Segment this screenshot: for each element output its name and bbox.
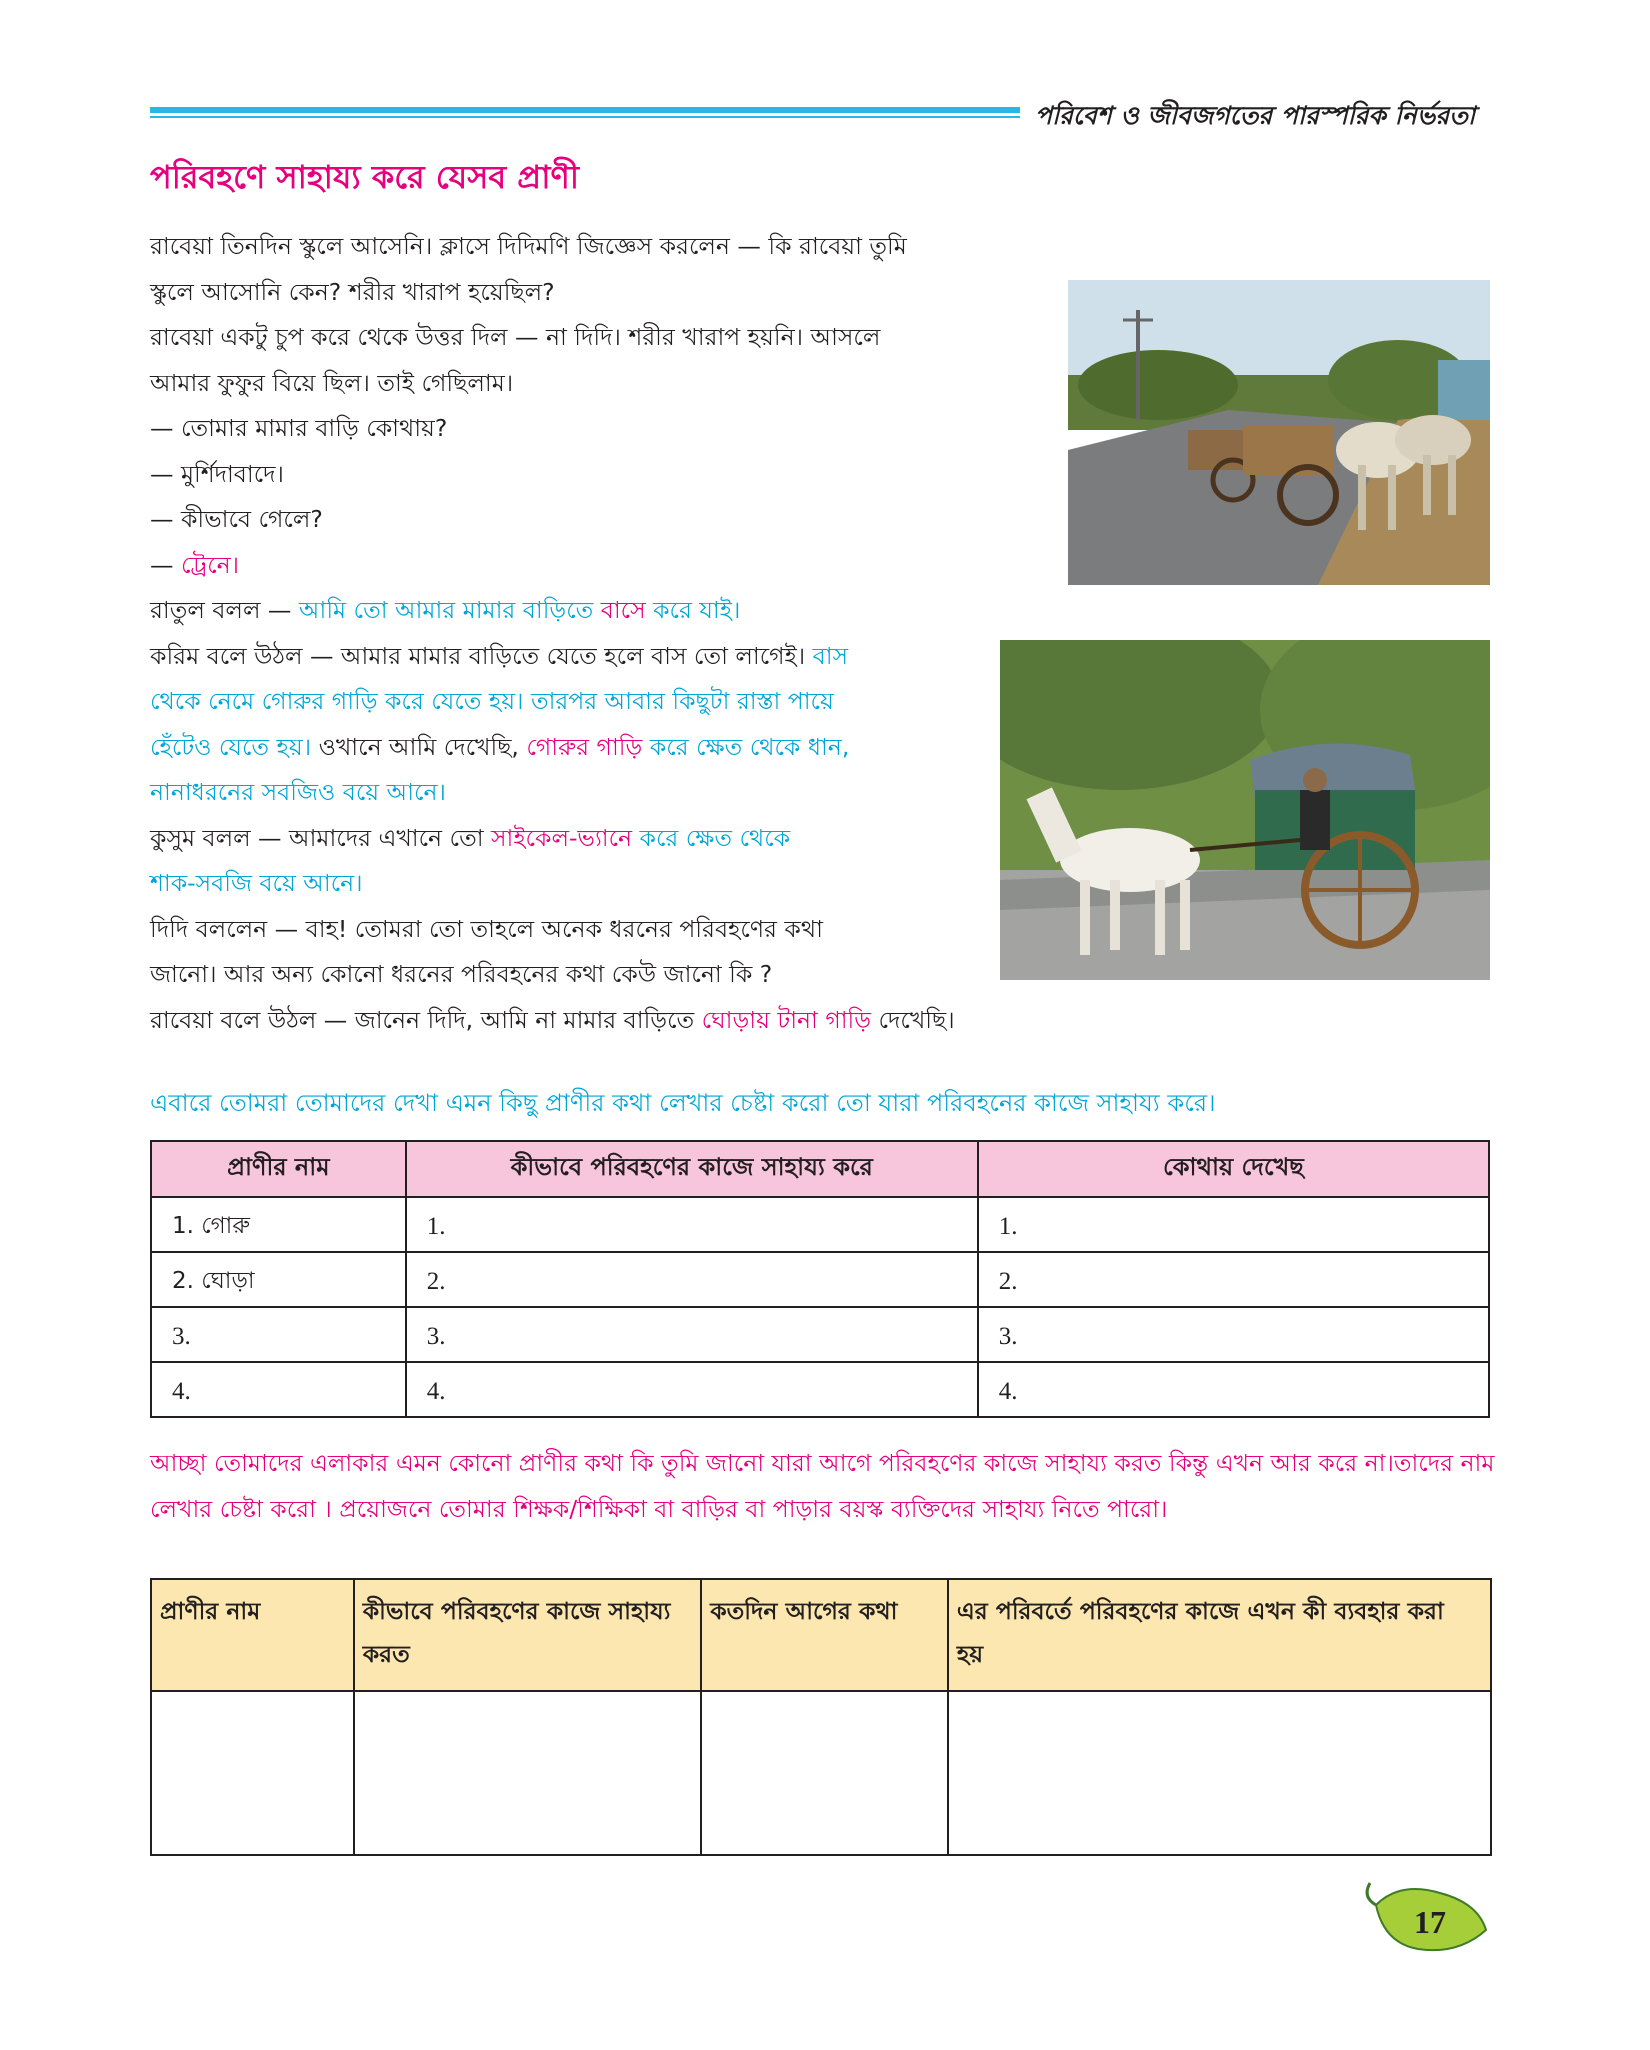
story-line: হেঁটেও যেতে হয়। ওখানে আমি দেখেছি, গোরুর গাড়ি করে ক্ষেত থেকে ধান, — [150, 732, 850, 761]
story-line: — তোমার মামার বাড়ি কোথায়? — [150, 414, 448, 442]
story-line: রাবেয়া বলে উঠল — জানেন দিদি, আমি না মামার বাড়িতে ঘোড়ায় টানা গাড়ি দেখেছি। — [150, 1005, 955, 1034]
highlight-bullock-cart: গোরুর গাড়ি — [526, 732, 643, 761]
header-rule — [150, 107, 1020, 121]
table-row — [151, 1197, 1489, 1252]
leaf-icon — [1360, 1875, 1490, 1955]
table-header-row — [151, 1579, 1491, 1691]
table-header-row — [151, 1141, 1489, 1197]
table-cell[interactable]: 2. — [978, 1252, 1489, 1307]
story-line: — ট্রেনে। — [150, 550, 240, 579]
story-line: রাবেয়া তিনদিন স্কুলে আসেনি। ক্লাসে দিদিমণি জিজ্ঞেস করলেন — কি রাবেয়া তুমি — [150, 232, 907, 260]
past-transport-animals-table — [150, 1578, 1492, 1856]
story-line: দিদি বললেন — বাহ! তোমরা তো তাহলে অনেক ধরনের পরিবহণের কথা — [150, 914, 823, 943]
table-cell[interactable] — [354, 1691, 702, 1855]
activity2-prompt: আচ্ছা তোমাদের এলাকার এমন কোনো প্রাণীর কথা কি তুমি জানো যারা আগে পরিবহণের কাজে সাহায্য করত কিন্তু এখন আর করে না।তাদের নাম লেখার চেষ্টা করো । প্রয়োজনে তোমার শিক্ষক/শিক্ষিকা বা বাড়ির বা পাড়ার বয়স্ক ব্যক্তিদের সাহায্য নিতে পারো। — [150, 1449, 1495, 1523]
table-header: এর পরিবর্তে পরিবহণের কাজে এখন কী ব্যবহার করা হয় — [948, 1579, 1491, 1691]
page-number: 17 — [1414, 1904, 1446, 1940]
table-header: কীভাবে পরিবহণের কাজে সাহায্য করে — [406, 1141, 978, 1197]
story-line: জানো। আর অন্য কোনো ধরনের পরিবহনের কথা কেউ জানো কি ? — [150, 960, 773, 988]
table-header: প্রাণীর নাম — [151, 1579, 354, 1691]
highlight-train: ট্রেনে। — [180, 550, 240, 579]
story-line: — কীভাবে গেলে? — [150, 505, 323, 533]
table-cell[interactable]: 4. — [406, 1362, 978, 1417]
section-heading: পরিবহণে সাহায্য করে যেসব প্রাণী — [150, 158, 579, 196]
table-cell[interactable]: 4. — [151, 1362, 406, 1417]
story-line: রাতুল বলল — আমি তো আমার মামার বাড়িতে বাসে করে যাই। — [150, 596, 741, 624]
transport-animals-table — [150, 1140, 1490, 1418]
bullock-cart-photo — [1068, 280, 1490, 585]
highlight-bus: বাসে — [600, 596, 646, 624]
table-cell[interactable] — [948, 1691, 1491, 1855]
activity1-prompt: এবারে তোমরা তোমাদের দেখা এমন কিছু প্রাণীর কথা লেখার চেষ্টা করো তো যারা পরিবহনের কাজে সাহায্য করে। — [150, 1089, 1216, 1117]
story-line: — মুর্শিদাবাদে। — [150, 459, 284, 488]
story-line: কুসুম বলল — আমাদের এখানে তো সাইকেল-ভ্যানে করে ক্ষেত থেকে — [150, 823, 791, 852]
table-cell[interactable] — [151, 1691, 354, 1855]
table-cell[interactable]: 2. ঘোড়া — [151, 1252, 406, 1307]
highlight-cycle-van: সাইকেল-ভ্যানে — [491, 823, 633, 852]
horse-carriage-photo — [1000, 640, 1490, 980]
table-row — [151, 1252, 1489, 1307]
table-header: কোথায় দেখেছ — [978, 1141, 1489, 1197]
table-cell[interactable]: 1. গোরু — [151, 1197, 406, 1252]
highlight-horse-cart: ঘোড়ায় টানা গাড়ি — [701, 1005, 872, 1034]
table-row — [151, 1307, 1489, 1362]
table-header: কীভাবে পরিবহণের কাজে সাহায্য করত — [354, 1579, 702, 1691]
table-cell[interactable]: 3. — [406, 1307, 978, 1362]
story-line: শাক-সবজি বয়ে আনে। — [150, 869, 363, 897]
table-header: কতদিন আগের কথা — [701, 1579, 948, 1691]
table-header: প্রাণীর নাম — [151, 1141, 406, 1197]
story-line: আমার ফুফুর বিয়ে ছিল। তাই গেছিলাম। — [150, 368, 514, 397]
table-cell[interactable]: 1. — [978, 1197, 1489, 1252]
table-cell[interactable]: 3. — [151, 1307, 406, 1362]
table-cell[interactable]: 4. — [978, 1362, 1489, 1417]
story-line: করিম বলে উঠল — আমার মামার বাড়িতে যেতে হলে বাস তো লাগেই। বাস — [150, 641, 849, 670]
story-line: নানাধরনের সবজিও বয়ে আনে। — [150, 778, 446, 806]
story-line: রাবেয়া একটু চুপ করে থেকে উত্তর দিল — না দিদি। শরীর খারাপ হয়নি। আসলে — [150, 323, 881, 351]
page-number-leaf — [1360, 1875, 1490, 1955]
story-line: স্কুলে আসোনি কেন? শরীর খারাপ হয়েছিল? — [150, 277, 555, 306]
story-text — [150, 224, 1060, 1043]
table-cell[interactable]: 1. — [406, 1197, 978, 1252]
table-row — [151, 1362, 1489, 1417]
chapter-title: পরিবেশ ও জীবজগতের পারস্পরিক নির্ভরতা — [1035, 101, 1476, 130]
story-line: থেকে নেমে গোরুর গাড়ি করে যেতে হয়। তারপর আবার কিছুটা রাস্তা পায়ে — [150, 687, 834, 715]
table-cell[interactable]: 3. — [978, 1307, 1489, 1362]
table-cell[interactable] — [701, 1691, 948, 1855]
table-cell[interactable]: 2. — [406, 1252, 978, 1307]
table-row — [151, 1691, 1491, 1855]
